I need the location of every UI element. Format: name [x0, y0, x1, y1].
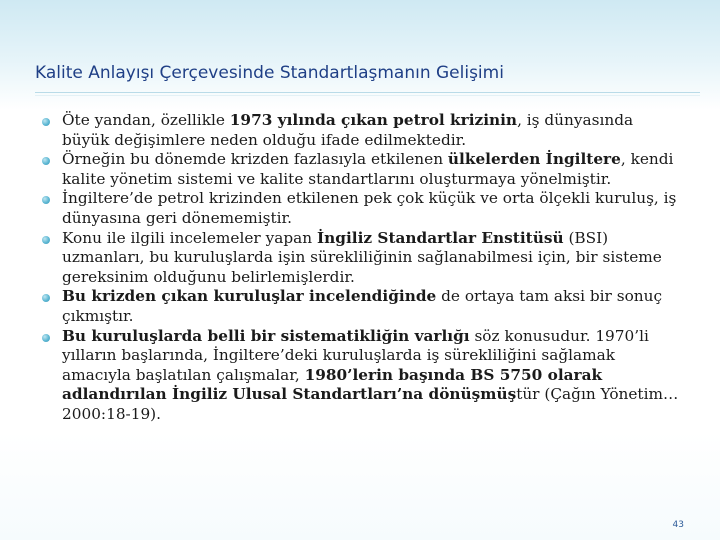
- bullet-dot-icon: [42, 118, 50, 126]
- bullet-text: , iş dünyasında büyük değişimlere neden olduğu ifade edilmektedir.: [62, 111, 634, 149]
- bullet-text: söz konusudur. 1970’li yılların başlarında, İngiltere’deki kuruluşlarda iş sürekliliğini sağlamak amacıyla başlatılan çalışmalar,: [62, 326, 649, 384]
- bullet-item: [40, 111, 680, 150]
- bullet-dot-icon: [42, 236, 50, 244]
- bullet-dot-icon: [42, 157, 50, 165]
- bullet-text: tür (Çağın Yönetim…2000:18-19).: [62, 385, 679, 423]
- bullet-item: [40, 229, 680, 288]
- bullet-text: Örneğin bu dönemde krizden fazlasıyla etkilenen: [62, 150, 448, 169]
- title-divider-shadow: [35, 95, 700, 96]
- title-divider: [35, 92, 700, 93]
- slide-title: Kalite Anlayışı Çerçevesinde Standartlaşmanın Gelişimi: [35, 63, 504, 83]
- bullet-text-bold: ülkelerden İngiltere: [447, 150, 621, 169]
- bullet-text: de ortaya tam aksi bir sonuç çıkmıştır.: [62, 287, 663, 325]
- bullet-text: Konu ile ilgili incelemeler yapan: [62, 228, 317, 247]
- bullet-text: Öte yandan, özellikle: [62, 111, 230, 129]
- bullet-dot-icon: [42, 196, 50, 204]
- bullet-text: , kendi kalite yönetim sistemi ve kalite standartlarını oluşturmaya yönelmiştir.: [62, 150, 674, 188]
- title-band: [0, 0, 720, 110]
- bullet-item: [40, 287, 680, 326]
- bullet-dot-icon: [42, 334, 50, 342]
- bullet-item: [40, 189, 680, 228]
- bullet-text-bold: 1980’lerin başında BS 5750 olarak adlandırılan İngiliz Ulusal Standartları’na dönüşmüş: [62, 365, 603, 404]
- bullet-item: [40, 327, 680, 425]
- bullet-item: [40, 150, 680, 189]
- bullet-text: İngiltere’de petrol krizinden etkilenen pek çok küçük ve orta ölçekli kuruluş, iş dünyasına geri dönememiştir.: [62, 189, 677, 227]
- bullet-text: (BSI) uzmanları, bu kuruluşlarda işin sürekliliğinin sağlanabilmesi için, bir sisteme gereksinim olduğunu belirlemişlerdir.: [62, 228, 662, 286]
- bullet-list: [40, 111, 680, 425]
- page-number: 43: [672, 520, 684, 530]
- bullet-text-bold: İngiliz Standartlar Enstitüsü: [316, 228, 564, 247]
- bullet-dot-icon: [42, 294, 50, 302]
- bullet-text-bold: 1973 yılında çıkan petrol krizinin: [229, 111, 518, 129]
- bullet-text-bold: Bu krizden çıkan kuruluşlar incelendiğinde: [62, 287, 437, 306]
- bullet-text-bold: Bu kuruluşlarda belli bir sistematikliğin varlığı: [62, 326, 470, 345]
